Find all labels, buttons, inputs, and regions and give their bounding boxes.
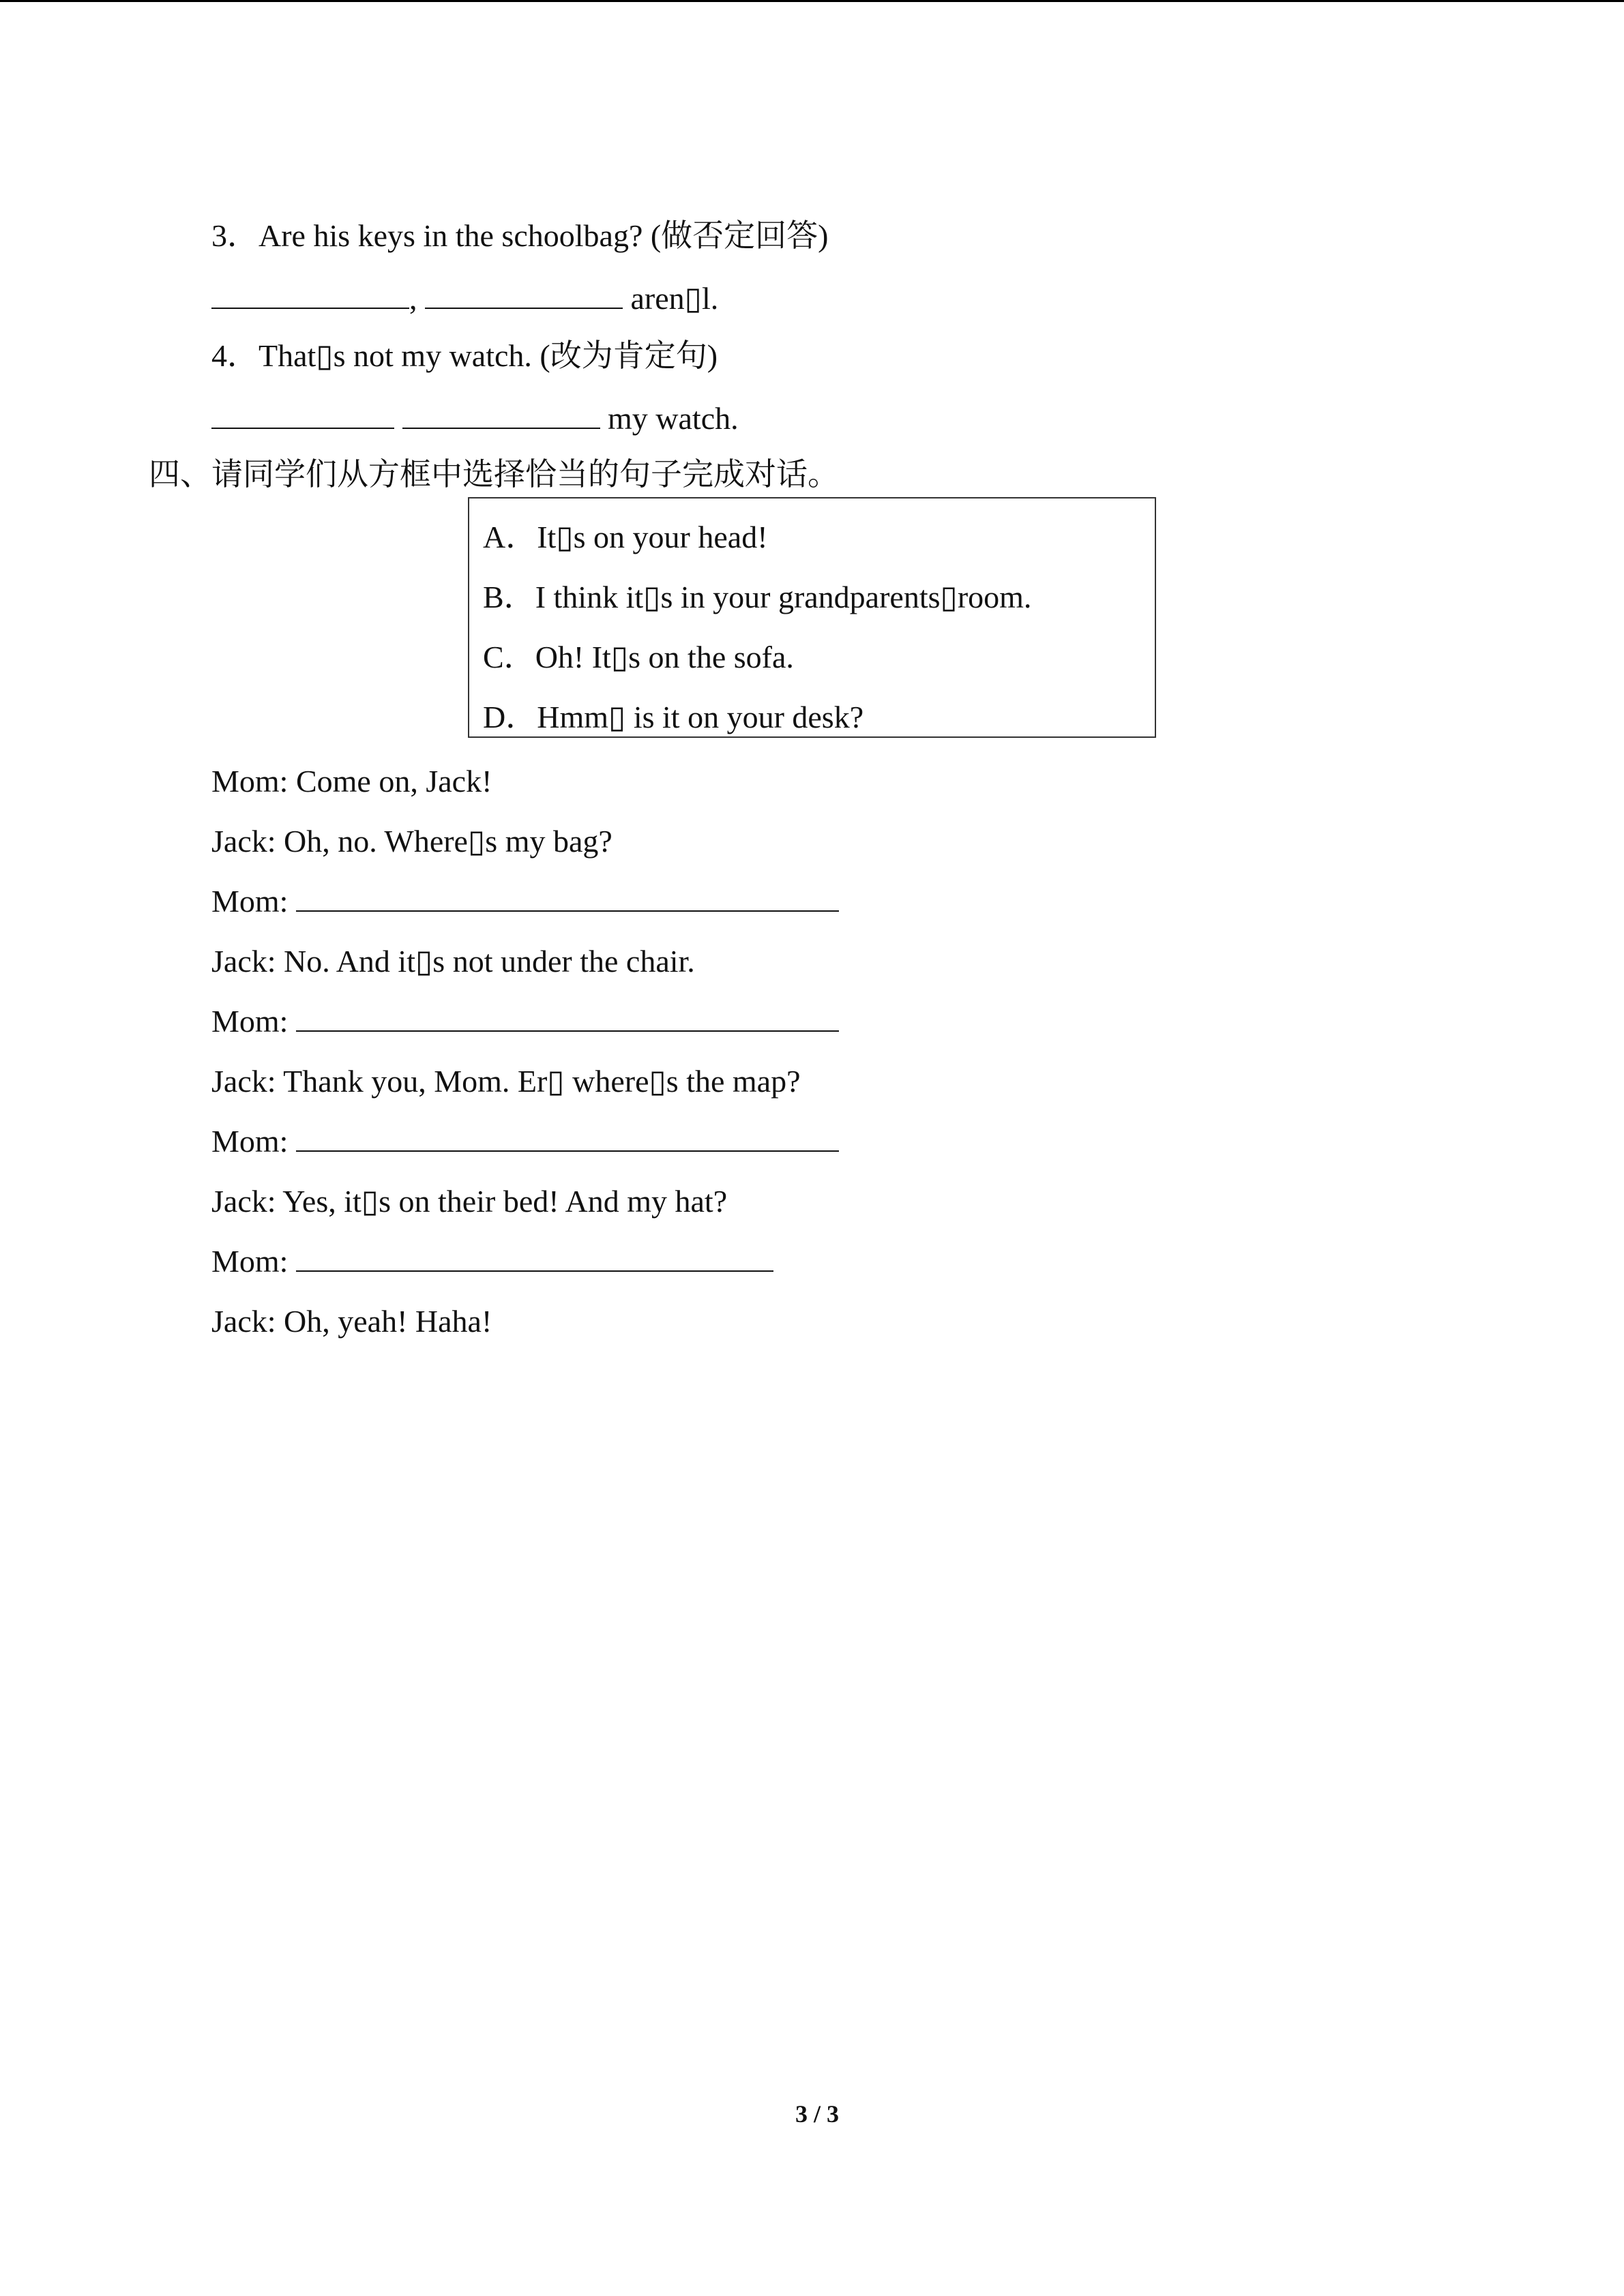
- option-label: A．: [483, 520, 537, 554]
- dialogue-line-blank: [211, 1122, 839, 1161]
- dialogue-line-blank: [211, 882, 839, 921]
- answer-blank[interactable]: [402, 400, 600, 429]
- question-3-number: 3．: [211, 218, 259, 253]
- answer-blank[interactable]: [296, 1123, 839, 1152]
- answer-separator: ,: [409, 281, 417, 316]
- option-c: [483, 638, 794, 676]
- speaker-label: Mom:: [211, 1124, 289, 1159]
- option-text: Hmm▯ is it on your desk?: [537, 700, 864, 734]
- answer-blank[interactable]: [425, 280, 623, 309]
- dialogue-line-blank: [211, 1002, 839, 1041]
- option-text: It▯s on your head!: [537, 520, 768, 554]
- answer-blank[interactable]: [296, 1243, 773, 1272]
- section-4-heading: 四、请同学们从方框中选择恰当的句子完成对话。: [149, 457, 839, 492]
- dialogue-line: Jack: Thank you, Mom. Er▯ where▯s the map?: [211, 1064, 801, 1099]
- option-a: [483, 518, 768, 556]
- question-3-answer: [211, 280, 718, 318]
- top-border-line: [0, 0, 1624, 2]
- dialogue-line: Jack: Yes, it▯s on their bed! And my hat?: [211, 1184, 728, 1219]
- answer-blank[interactable]: [296, 883, 839, 912]
- page-number: 3 / 3: [795, 2100, 840, 2128]
- speaker-label: Mom:: [211, 1244, 289, 1279]
- dialogue-line-blank: [211, 1242, 773, 1281]
- question-3: [211, 217, 829, 255]
- question-3-text: Are his keys in the schoolbag? (做否定回答): [259, 218, 829, 253]
- option-label: C．: [483, 640, 535, 674]
- dialogue-line: Jack: No. And it▯s not under the chair.: [211, 944, 695, 979]
- answer-tail: aren▯l.: [630, 281, 719, 316]
- option-b: [483, 578, 1031, 616]
- dialogue-line: Jack: Oh, yeah! Haha!: [211, 1304, 492, 1339]
- option-text: Oh! It▯s on the sofa.: [535, 640, 794, 674]
- option-label: B．: [483, 580, 535, 614]
- question-4-text: That▯s not my watch. (改为肯定句): [259, 338, 718, 373]
- speaker-label: Mom:: [211, 884, 289, 919]
- question-4-number: 4．: [211, 338, 259, 373]
- question-4: [211, 337, 718, 375]
- dialogue-line: Mom: Come on, Jack!: [211, 764, 492, 799]
- question-4-answer: [211, 400, 739, 438]
- option-d: [483, 698, 863, 736]
- speaker-label: Mom:: [211, 1004, 289, 1039]
- answer-tail: my watch.: [608, 401, 739, 436]
- option-label: D．: [483, 700, 537, 734]
- dialogue-line: Jack: Oh, no. Where▯s my bag?: [211, 824, 612, 859]
- answer-blank[interactable]: [211, 400, 394, 429]
- option-text: I think it▯s in your grandparents▯room.: [535, 580, 1032, 614]
- answer-blank[interactable]: [211, 280, 409, 309]
- answer-blank[interactable]: [296, 1003, 839, 1032]
